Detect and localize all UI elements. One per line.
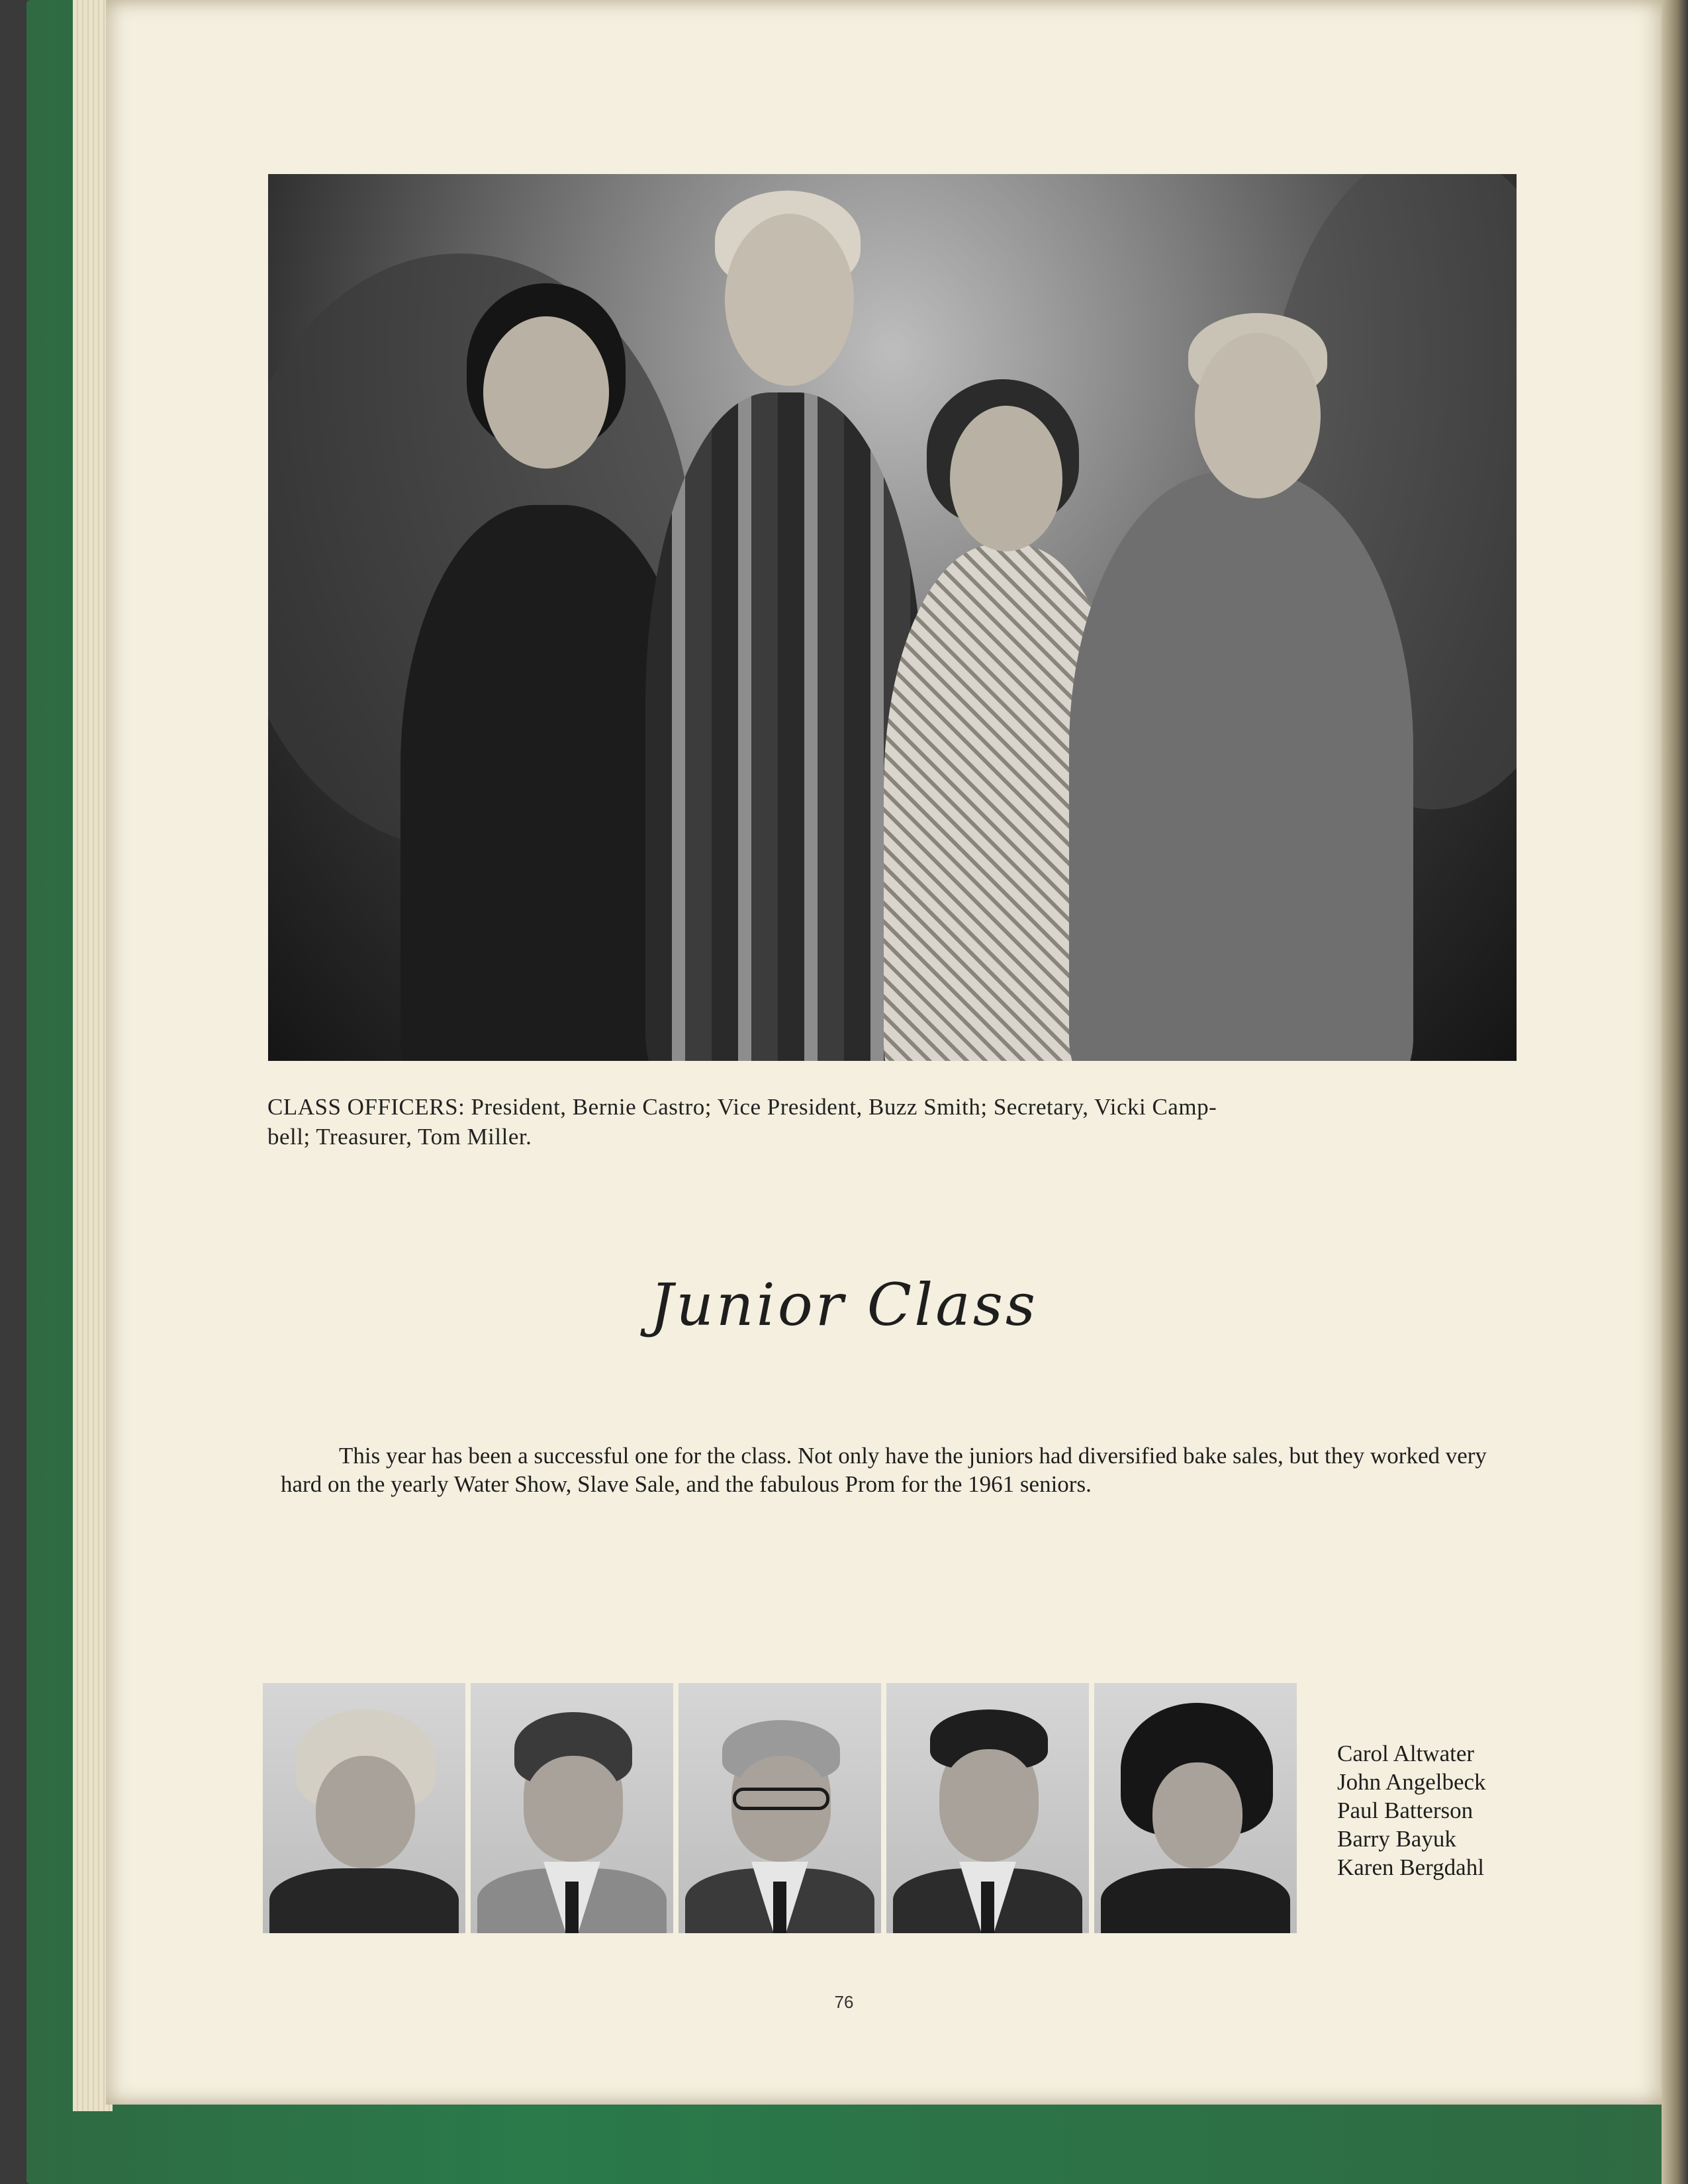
student-names-list: [1337, 1739, 1486, 1882]
glasses-icon: [733, 1788, 829, 1810]
portrait-john-angelbeck: [471, 1683, 673, 1933]
student-name: Barry Bayuk: [1337, 1826, 1456, 1852]
page-title: Junior Class: [649, 1271, 1039, 1339]
portrait-barry-bayuk: [886, 1683, 1089, 1933]
student-name: John Angelbeck: [1337, 1769, 1486, 1795]
class-officers-photo: [268, 174, 1517, 1061]
student-name: Carol Altwater: [1337, 1741, 1475, 1766]
portrait-row: [263, 1683, 1297, 1933]
caption-line-2: bell; Treasurer, Tom Miller.: [267, 1124, 532, 1150]
portrait-karen-bergdahl: [1094, 1683, 1297, 1933]
caption-line-1: CLASS OFFICERS: President, Bernie Castro; Vice President, Buzz Smith; Secretary, Vicki Camp-: [267, 1094, 1217, 1120]
student-name: Paul Batterson: [1337, 1797, 1474, 1823]
portrait-paul-batterson: [679, 1683, 881, 1933]
student-name: Karen Bergdahl: [1337, 1854, 1484, 1880]
book-right-edge: [1662, 0, 1688, 2184]
class-summary-paragraph: This year has been a successful one for the class. Not only have the juniors had diversified bake sales, but they worked very hard on the yearly Water Show, Slave Sale, and the fabulous Prom for the 1961 seniors.: [281, 1443, 1487, 1497]
portrait-carol-altwater: [263, 1683, 465, 1933]
photo-caption: [267, 1092, 1519, 1152]
page-number: 76: [834, 1992, 854, 2012]
